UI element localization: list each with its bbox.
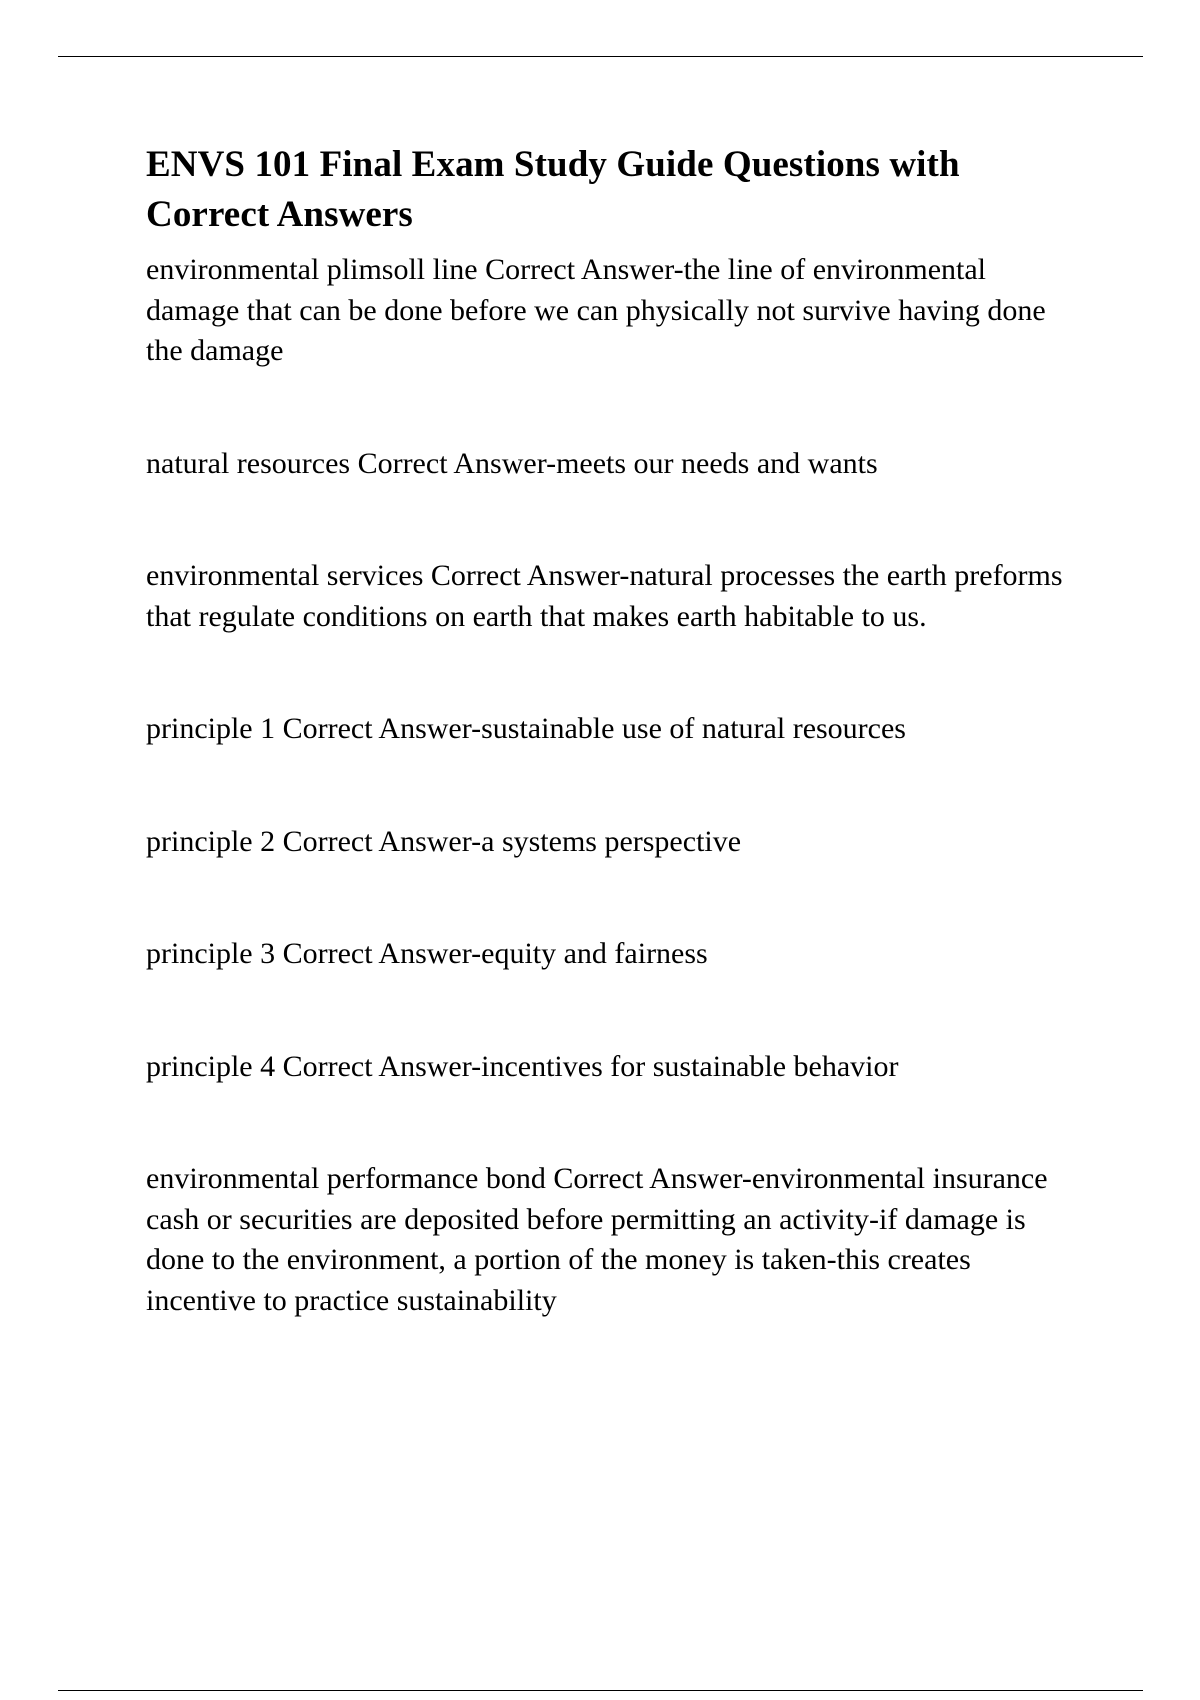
qa-entry: environmental performance bond Correct Answer-environmental insurance cash or securities are deposited before permitting an activity-if damage is done to the environment, a portion of the money is taken-this creates incentive to practice sustainability: [146, 1162, 1048, 1317]
qa-entry: natural resources Correct Answer-meets our needs and wants: [146, 446, 878, 480]
qa-entry: environmental services Correct Answer-natural processes the earth preforms that regulate conditions on earth that makes earth habitable to us.: [146, 559, 1063, 633]
document-body: [146, 140, 1086, 1321]
top-rule: [58, 56, 1143, 57]
qa-entry: environmental plimsoll line Correct Answer-the line of environmental damage that can be done before we can physically not survive having done the damage: [146, 253, 1046, 367]
document-title: ENVS 101 Final Exam Study Guide Questions with Correct Answers: [146, 144, 960, 235]
qa-entry: principle 4 Correct Answer-incentives for sustainable behavior: [146, 1049, 899, 1083]
qa-entry: principle 3 Correct Answer-equity and fairness: [146, 937, 708, 970]
qa-entry: principle 2 Correct Answer-a systems perspective: [146, 824, 742, 858]
qa-entry: principle 1 Correct Answer-sustainable use of natural resources: [146, 712, 906, 745]
bottom-rule: [58, 1690, 1143, 1691]
